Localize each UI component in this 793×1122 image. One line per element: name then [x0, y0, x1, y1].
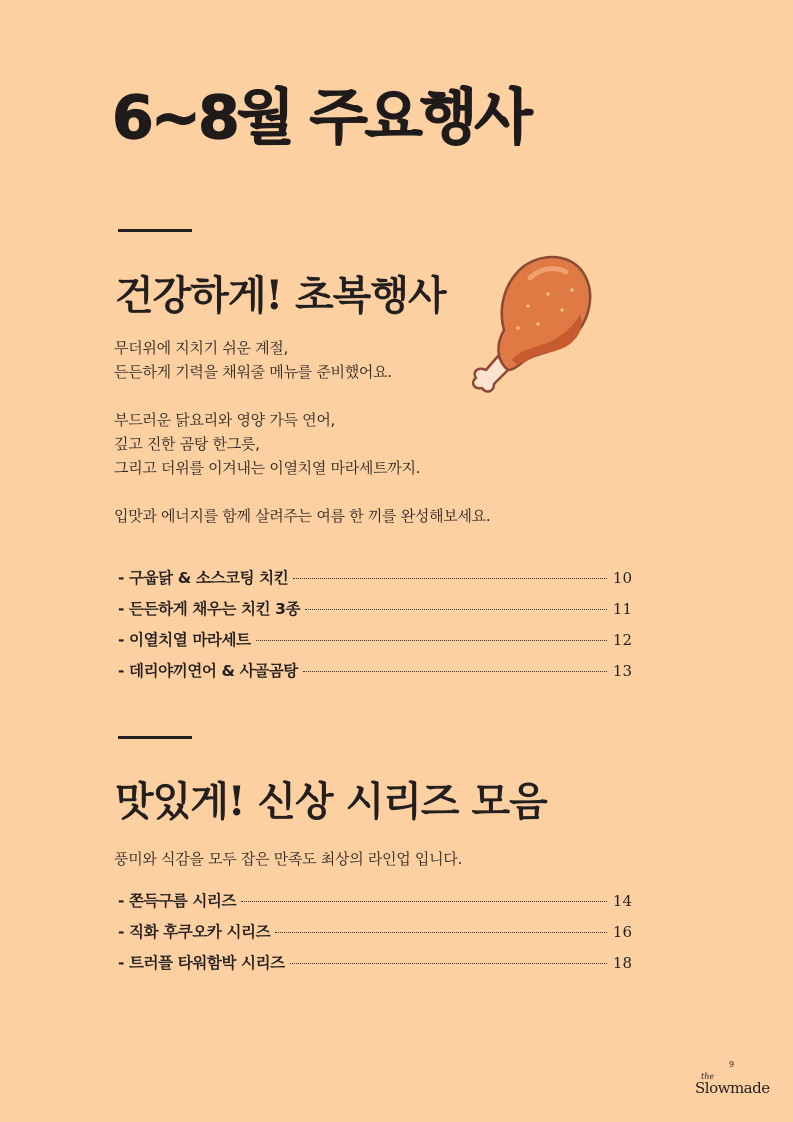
- toc-item-label: - 트러플 타워함박 시리즈: [118, 954, 285, 972]
- toc-leader: [303, 671, 607, 672]
- toc-item[interactable]: [118, 659, 632, 690]
- toc-list-new-series: [118, 889, 632, 982]
- toc-list-health: [118, 566, 632, 690]
- toc-leader: [275, 932, 607, 933]
- brand-small-text: the: [701, 1072, 715, 1081]
- toc-item[interactable]: [118, 628, 632, 659]
- page-title: 6~8월 주요행사: [112, 83, 530, 153]
- toc-item-label: - 구웁닭 & 소스코팅 치킨: [118, 569, 289, 587]
- page-number: 9: [729, 1060, 735, 1069]
- toc-item-label: - 든든하게 채우는 치킨 3종: [118, 600, 301, 618]
- toc-page-number: 10: [612, 569, 632, 587]
- toc-leader: [290, 963, 607, 964]
- section-intro-paragraph: 풍미와 식감을 모두 잡은 만족도 최상의 라인업 입니다.: [114, 850, 462, 868]
- paragraph-line: 깊고 진한 곰탕 한그릇,: [114, 435, 260, 453]
- toc-leader: [305, 609, 607, 610]
- paragraph-line: 무더위에 지치기 쉬운 계절,: [114, 339, 288, 357]
- toc-item[interactable]: [118, 920, 632, 951]
- section-divider: [118, 736, 192, 739]
- toc-page-number: 12: [612, 631, 632, 649]
- section-intro-paragraph: [114, 336, 490, 528]
- paragraph-spacer: [114, 480, 490, 504]
- paragraph-line: 그리고 더위를 이겨내는 이열치열 마라세트까지.: [114, 459, 421, 477]
- toc-item[interactable]: [118, 566, 632, 597]
- toc-item[interactable]: [118, 889, 632, 920]
- toc-page-number: 13: [612, 662, 632, 680]
- section-divider: [118, 229, 192, 232]
- brand-name: Slowmade: [695, 1079, 770, 1097]
- toc-item-label: - 직화 후쿠오카 시리즈: [118, 923, 271, 941]
- paragraph-line: 부드러운 닭요리와 영양 가득 연어,: [114, 411, 336, 429]
- toc-page-number: 14: [612, 892, 632, 910]
- toc-page-number: 11: [612, 600, 632, 618]
- toc-item-label: - 쫀득구름 시리즈: [118, 892, 237, 910]
- toc-leader: [241, 901, 607, 902]
- toc-item[interactable]: [118, 597, 632, 628]
- brand-logo: [695, 1060, 775, 1100]
- toc-page-number: 16: [612, 923, 632, 941]
- toc-item[interactable]: [118, 951, 632, 982]
- section-heading-new-series: 맛있게! 신상 시리즈 모음: [115, 778, 547, 825]
- toc-page-number: 18: [612, 954, 632, 972]
- section-heading-health: 건강하게! 초복행사: [115, 272, 446, 319]
- paragraph-spacer: [114, 384, 490, 408]
- paragraph-line: 입맛과 에너지를 함께 살려주는 여름 한 끼를 완성해보세요.: [114, 507, 491, 525]
- toc-leader: [293, 578, 607, 579]
- paragraph-line: 든든하게 기력을 채워줄 메뉴를 준비했어요.: [114, 363, 392, 381]
- toc-item-label: - 이열치열 마라세트: [118, 631, 251, 649]
- toc-item-label: - 데리야끼연어 & 사골곰탕: [118, 662, 298, 680]
- toc-leader: [256, 640, 607, 641]
